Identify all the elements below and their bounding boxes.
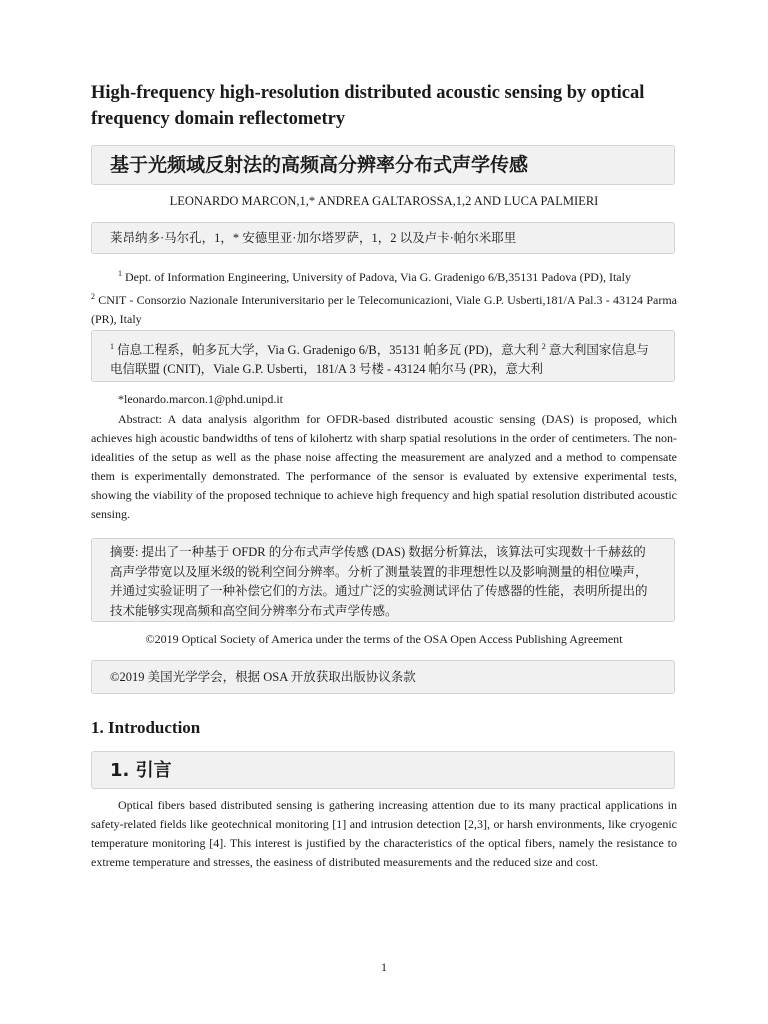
page-number: 1 [381, 960, 387, 974]
affiliation-1-marker: 1 [118, 269, 122, 278]
affiliation-2-text: CNIT - Consorzio Nazionale Interuniversitario per le Telecomunicazioni, Viale G.P. Usberti,181/A Pal.3 - 43124 Parma (PR), Italy [91, 293, 677, 326]
author-list: LEONARDO MARCON,1,* ANDREA GALTAROSSA,1,2 AND LUCA PALMIERI [169, 194, 599, 208]
affiliation-2 [91, 293, 677, 326]
abstract-translation: 摘要: 提出了一种基于 OFDR 的分布式声学传感 (DAS) 数据分析算法，该算法可实现数十千赫兹的高声学带宽以及厘米级的锐利空间分辨率。分析了测量装置的非理想性以及影响测量的相位噪声，并通过实验证明了一种补偿它们的方法。通过广泛的实验测试评估了传感器的性能，表明所提出的技术能够实现高频和高空间分辨率分布式声学传感。 [91, 538, 675, 622]
section-heading-translation: 1. 引言 [91, 751, 675, 789]
paper-title: High-frequency high-resolution distributed acoustic sensing by optical frequency domain reflectometry [91, 83, 645, 129]
affiliation-1 [91, 264, 677, 287]
affiliation-1-text: Dept. of Information Engineering, University of Padova, Via G. Gradenigo 6/B,35131 Padova (PD), Italy [122, 270, 631, 284]
introduction-paragraph: Optical fibers based distributed sensing is gathering increasing attention due to its many practical applications in safety-related fields like geotechnical monitoring [1] and intrusion detection [2,3], or harsh environments, like cryogenic temperature monitoring [4]. This interest is justified by the characteristics of the optical fibers, namely the resistance to extreme temperature and stresses, the easiness of distributed measurements and the reduced size and cost. [91, 798, 677, 869]
affiliation-2-marker: 2 [91, 292, 95, 301]
paper-title-translation: 基于光频域反射法的高频高分辨率分布式声学传感 [91, 145, 675, 185]
corresponding-email: *leonardo.marcon.1@phd.unipd.it [118, 392, 284, 406]
author-list-translation: 莱昂纳多·马尔孔，1，* 安德里亚·加尔塔罗萨，1，2 以及卢卡·帕尔米耶里 [91, 222, 675, 254]
section-heading: 1. Introduction [91, 718, 201, 737]
copyright-notice: ©2019 Optical Society of America under the terms of the OSA Open Access Publishing Agreement [145, 632, 623, 646]
abstract: Abstract: A data analysis algorithm for OFDR-based distributed acoustic sensing (DAS) is proposed, which achieves high acoustic bandwidths of tens of kilohertz with sharp spatial resolutions in the order of centimeters. The non-idealities of the setup as well as the phase noise affecting the measurement are analyzed and a method to compensate them is experimentally demonstrated. The performance of the sensor is evaluated by extensive experimental tests, showing the viability of the proposed technique to achieve high frequency and high spatial resolution distributed acoustic sensing. [91, 412, 677, 521]
affiliation-zh-marker-2: 2 [541, 342, 546, 351]
copyright-translation: ©2019 美国光学学会，根据 OSA 开放获取出版协议条款 [91, 660, 675, 694]
affiliation-zh-text-2: 意大利国家信息与电信联盟 (CNIT)，Viale G.P. Usberti，181/A 3 号楼 - 43124 帕尔马 (PR)，意大利 [110, 343, 649, 377]
affiliations-translation [91, 330, 675, 382]
affiliation-zh-marker-1: 1 [110, 342, 114, 351]
affiliations [91, 264, 677, 329]
affiliation-zh-text-1: 信息工程系，帕多瓦大学，Via G. Gradenigo 6/B，35131 帕多瓦 (PD)，意大利 [114, 343, 542, 358]
